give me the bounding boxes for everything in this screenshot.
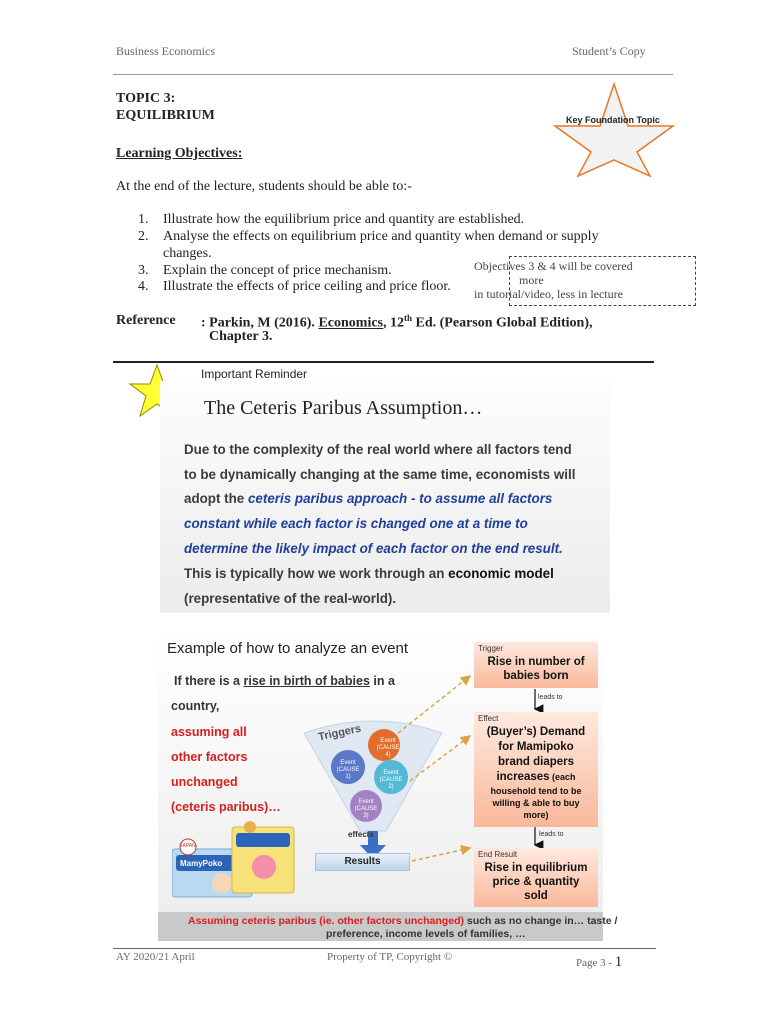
example-panel — [158, 631, 618, 941]
assumption-banner-line-2: preference, income levels of families, … — [326, 928, 526, 940]
section-divider — [113, 361, 654, 363]
assumption-line-1: assuming all — [171, 725, 247, 739]
product-badge-label: JAPAN — [180, 843, 196, 849]
reference-citation: : Parkin, M (2016). Economics, 12th Ed. (Pearson Global Edition), — [201, 313, 593, 331]
effect-box-line-4: increases (each — [496, 771, 576, 783]
footer-divider — [113, 948, 656, 949]
end-result-line-1: Rise in equilibrium — [484, 862, 588, 874]
topic-number: TOPIC 3: — [116, 91, 176, 106]
note-line-1: Objectives 3 & 4 will be covered — [474, 259, 633, 273]
ceteris-paribus-panel — [160, 381, 610, 613]
funnel-effects-label: effects — [348, 830, 374, 839]
effect-box-line-3: brand diapers — [497, 756, 575, 768]
objective-2-continued: changes. — [163, 246, 212, 261]
note-line-2: more — [519, 273, 544, 287]
header-right: Student’s Copy — [572, 44, 646, 58]
effect-box — [474, 712, 598, 827]
ceteris-line-6: This is typically how we work through an economic model — [184, 566, 554, 581]
assumption-line-3: unchanged — [171, 775, 238, 789]
trigger-box-line-1: Rise in number of — [487, 656, 585, 668]
funnel-triggers-label: Triggers — [317, 722, 363, 744]
effect-box-line-2: for Mamipoko — [498, 741, 574, 753]
footer-left: AY 2020/21 April — [116, 951, 195, 963]
assumption-line-2: other factors — [171, 750, 248, 764]
key-topic-label: Key Foundation Topic — [566, 115, 660, 125]
objective-4: 4. Illustrate the effects of price ceiling and price floor. — [138, 279, 451, 294]
header-left: Business Economics — [116, 44, 215, 58]
ceteris-line-2: to be dynamically changing at the same time, economists will — [184, 467, 576, 482]
leads-to-label-2: leads to — [539, 831, 564, 838]
effect-box-line-6: willing & able to buy — [492, 798, 580, 808]
event-cause-2: Event (CAUSE 2) — [379, 770, 403, 790]
trigger-box — [474, 642, 598, 688]
objective-1: 1. Illustrate how the equilibrium price and quantity are established. — [138, 212, 525, 227]
results-box: Results — [315, 853, 410, 871]
trigger-box-label: Trigger — [478, 644, 504, 653]
event-cause-4: Event (CAUSE 4) — [376, 738, 400, 758]
effect-box-line-5: household tend to be — [490, 786, 582, 796]
assumption-line-4: (ceteris paribus)… — [171, 800, 281, 814]
assumption-banner-line-1: Assuming ceteris paribus (ie. other factors unchanged) such as no change in… taste / — [188, 915, 618, 927]
topic-title: EQUILIBRIUM — [116, 108, 215, 123]
key-topic-star-icon — [549, 82, 679, 178]
ceteris-line-3: adopt the ceteris paribus approach - to assume all factors — [184, 491, 553, 506]
reference-chapter: Chapter 3. — [209, 329, 273, 344]
example-line-2: country, — [171, 699, 220, 713]
reference-book-title: Economics — [318, 315, 383, 331]
effect-box-label: Effect — [478, 714, 499, 723]
example-title: Example of how to analyze an event — [167, 640, 408, 657]
learning-intro: At the end of the lecture, students should be able to:- — [116, 179, 412, 194]
trigger-box-line-2: babies born — [503, 670, 569, 682]
product-brand-label: MamyPoko — [180, 859, 223, 868]
objective-3: 3. Explain the concept of price mechanism. — [138, 263, 392, 278]
objective-2: 2. Analyse the effects on equilibrium price and quantity when demand or supply — [138, 229, 599, 244]
ceteris-title: The Ceteris Paribus Assumption… — [204, 397, 483, 419]
end-result-line-3: sold — [524, 890, 548, 902]
end-result-line-2: price & quantity — [492, 876, 580, 888]
footer-center: Property of TP, Copyright © — [327, 951, 453, 963]
event-cause-3: Event (CAUSE 3) — [354, 799, 378, 819]
important-reminder-label: Important Reminder — [201, 367, 308, 381]
end-result-box-label: End Result — [478, 850, 518, 859]
footer-page-number: Page 3 - 1 — [576, 954, 623, 970]
example-line-1: If there is a rise in birth of babies in a — [174, 674, 395, 688]
end-result-box — [474, 848, 598, 907]
ceteris-line-4: constant while each factor is changed one at a time to — [184, 516, 528, 531]
note-line-3: in tutorial/video, less in lecture — [474, 287, 623, 301]
ceteris-line-5: determine the likely impact of each factor on the end result. — [184, 541, 563, 556]
reference-label: Reference — [116, 313, 176, 328]
effect-box-line-7: more) — [523, 810, 549, 820]
leads-to-label-1: leads to — [538, 694, 563, 701]
learning-objectives-heading: Learning Objectives: — [116, 146, 243, 161]
ceteris-line-1: Due to the complexity of the real world where all factors tend — [184, 442, 572, 457]
event-cause-1: Event (CAUSE 1) — [336, 760, 360, 780]
effect-box-line-1: (Buyer’s) Demand — [486, 726, 586, 738]
header-divider — [113, 74, 673, 75]
ceteris-line-7: (representative of the real-world). — [184, 591, 397, 606]
